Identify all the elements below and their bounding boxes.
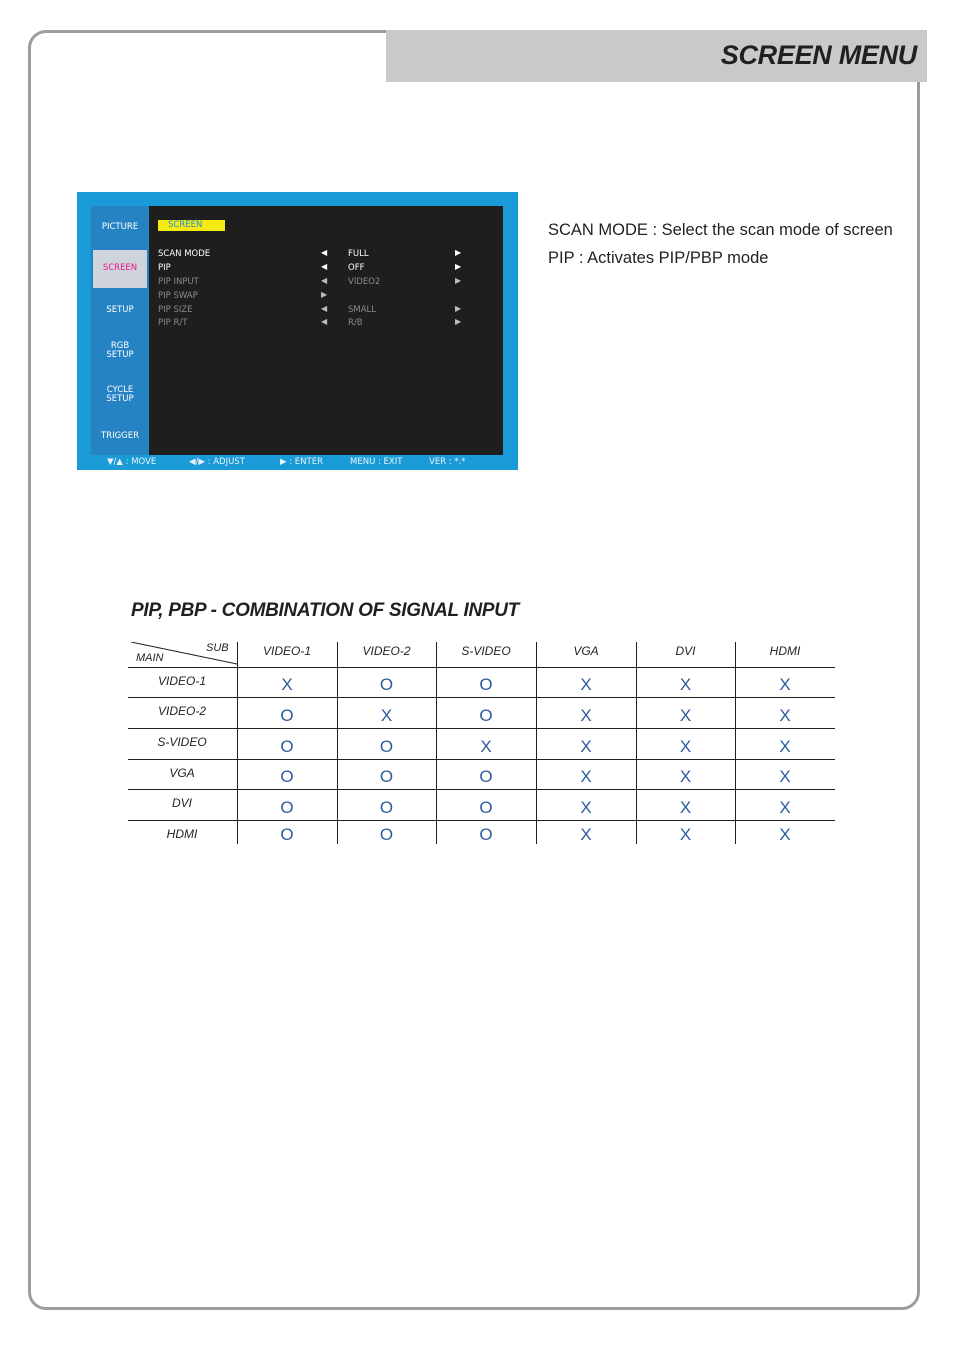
left-arrow-icon: ◀: [321, 276, 328, 285]
column-header: DVI: [675, 644, 696, 658]
menu-description: [548, 216, 893, 272]
osd-row-pip-input: [149, 277, 503, 291]
combination-unsupported-mark: X: [779, 675, 791, 694]
osd-row-value: FULL: [348, 249, 369, 259]
osd-row-value: SMALL: [348, 305, 377, 315]
osd-row-pip-swap: [149, 291, 503, 305]
table-row-divider: [128, 789, 835, 790]
combination-unsupported-mark: X: [779, 767, 791, 786]
combination-unsupported-mark: X: [580, 825, 592, 844]
combination-unsupported-mark: X: [281, 675, 293, 694]
left-arrow-icon: ◀: [321, 262, 328, 271]
combination-unsupported-mark: X: [580, 767, 592, 786]
column-header: VGA: [573, 644, 599, 658]
corner-sub-label: SUB: [206, 642, 229, 654]
combination-supported-mark: O: [479, 675, 493, 694]
combination-unsupported-mark: X: [480, 737, 492, 756]
combination-supported-mark: O: [479, 825, 493, 844]
osd-footer-move: ▼/▲ : MOVE: [107, 457, 157, 467]
combination-unsupported-mark: X: [580, 798, 592, 817]
combination-supported-mark: O: [379, 737, 394, 756]
left-arrow-icon: ◀: [321, 317, 328, 326]
osd-row-value: OFF: [348, 263, 365, 273]
column-header: VIDEO-2: [362, 644, 411, 658]
row-header: VIDEO-2: [157, 704, 206, 718]
table-row-divider: [128, 759, 835, 760]
osd-sidebar-label-line2: SETUP: [106, 394, 134, 404]
combination-unsupported-mark: X: [779, 706, 791, 725]
osd-sidebar-item-trigger: TRIGGER: [100, 431, 140, 441]
right-arrow-icon: ▶: [455, 262, 462, 271]
corner-main-label: MAIN: [136, 652, 164, 664]
combination-unsupported-mark: X: [380, 706, 393, 725]
osd-tab-screen: SCREEN: [158, 220, 225, 231]
row-header: DVI: [171, 796, 192, 810]
combination-supported-mark: O: [280, 825, 294, 844]
combination-unsupported-mark: X: [679, 706, 692, 725]
header-bar: [386, 30, 927, 82]
combination-supported-mark: O: [479, 767, 493, 786]
osd-row-label: PIP: [158, 263, 171, 273]
osd-sidebar-item-screen: SCREEN: [93, 250, 147, 288]
column-header: VIDEO-1: [262, 644, 311, 658]
combination-unsupported-mark: X: [679, 825, 692, 844]
osd-row-value: VIDEO2: [348, 277, 381, 287]
osd-sidebar-item-rgb-setup: [91, 342, 149, 360]
osd-sidebar-label-line1: CYCLE: [106, 385, 134, 395]
combination-supported-mark: O: [379, 675, 394, 694]
row-header: VGA: [169, 766, 195, 780]
osd-row-label: PIP SIZE: [158, 305, 193, 315]
description-pip: PIP : Activates PIP/PBP mode: [548, 249, 769, 267]
osd-row-value: R/B: [348, 318, 363, 328]
combination-supported-mark: O: [379, 825, 394, 844]
combination-supported-mark: O: [280, 767, 294, 786]
page-title: SCREEN MENU: [720, 40, 917, 70]
osd-row-pip-rt: [149, 318, 503, 332]
right-arrow-icon: ▶: [455, 248, 462, 257]
column-header: HDMI: [769, 644, 801, 658]
combination-supported-mark: O: [479, 798, 493, 817]
combination-supported-mark: O: [280, 706, 294, 725]
osd-sidebar: [91, 206, 149, 455]
combination-supported-mark: O: [280, 737, 294, 756]
table-row-divider: [128, 697, 835, 698]
description-scan-mode: SCAN MODE : Select the scan mode of screen: [548, 221, 893, 239]
right-arrow-icon: ▶: [455, 317, 462, 326]
osd-sidebar-item-picture: PICTURE: [101, 222, 139, 232]
osd-sidebar-label-line1: RGB: [110, 341, 130, 351]
combination-supported-mark: O: [379, 798, 394, 817]
combination-unsupported-mark: X: [779, 825, 791, 844]
combination-unsupported-mark: X: [779, 737, 791, 756]
table-row-divider: [128, 667, 835, 668]
osd-sidebar-item-setup: SETUP: [106, 305, 134, 315]
combination-unsupported-mark: X: [580, 675, 592, 694]
row-header: HDMI: [166, 827, 198, 841]
section-title: PIP, PBP - COMBINATION OF SIGNAL INPUT: [131, 600, 519, 621]
combination-table: [128, 642, 835, 844]
osd-screenshot: [77, 192, 518, 470]
combination-supported-mark: O: [479, 706, 493, 725]
combination-unsupported-mark: X: [679, 675, 692, 694]
osd-panel: [149, 206, 503, 455]
osd-footer: [77, 457, 518, 469]
osd-sidebar-item-cycle-setup: [91, 386, 149, 404]
column-header: S-VIDEO: [461, 644, 511, 658]
combination-unsupported-mark: X: [679, 767, 692, 786]
osd-row-label: SCAN MODE: [158, 249, 211, 259]
table-row-divider: [128, 728, 835, 729]
osd-row-scan-mode: [149, 249, 503, 263]
table-row-divider: [128, 820, 835, 821]
right-arrow-icon: ▶: [321, 290, 328, 299]
combination-unsupported-mark: X: [580, 737, 592, 756]
osd-row-label: PIP R/T: [158, 318, 188, 328]
right-arrow-icon: ▶: [455, 304, 462, 313]
osd-footer-enter: ▶ : ENTER: [280, 457, 324, 467]
combination-supported-mark: O: [379, 767, 394, 786]
row-header: S-VIDEO: [157, 735, 207, 749]
osd-row-label: PIP SWAP: [158, 291, 198, 301]
osd-footer-exit: MENU : EXIT: [350, 457, 403, 467]
osd-row-label: PIP INPUT: [158, 277, 199, 287]
combination-unsupported-mark: X: [679, 798, 692, 817]
combination-unsupported-mark: X: [580, 706, 592, 725]
osd-row-pip: [149, 263, 503, 277]
right-arrow-icon: ▶: [455, 276, 462, 285]
osd-footer-version: VER : *.*: [429, 457, 466, 467]
osd-footer-adjust: ◀/▶ : ADJUST: [189, 457, 245, 467]
combination-unsupported-mark: X: [679, 737, 692, 756]
left-arrow-icon: ◀: [321, 248, 328, 257]
combination-unsupported-mark: X: [779, 798, 791, 817]
osd-sidebar-label-line2: SETUP: [106, 350, 134, 360]
row-header: VIDEO-1: [157, 674, 206, 688]
combination-supported-mark: O: [280, 798, 294, 817]
left-arrow-icon: ◀: [321, 304, 328, 313]
